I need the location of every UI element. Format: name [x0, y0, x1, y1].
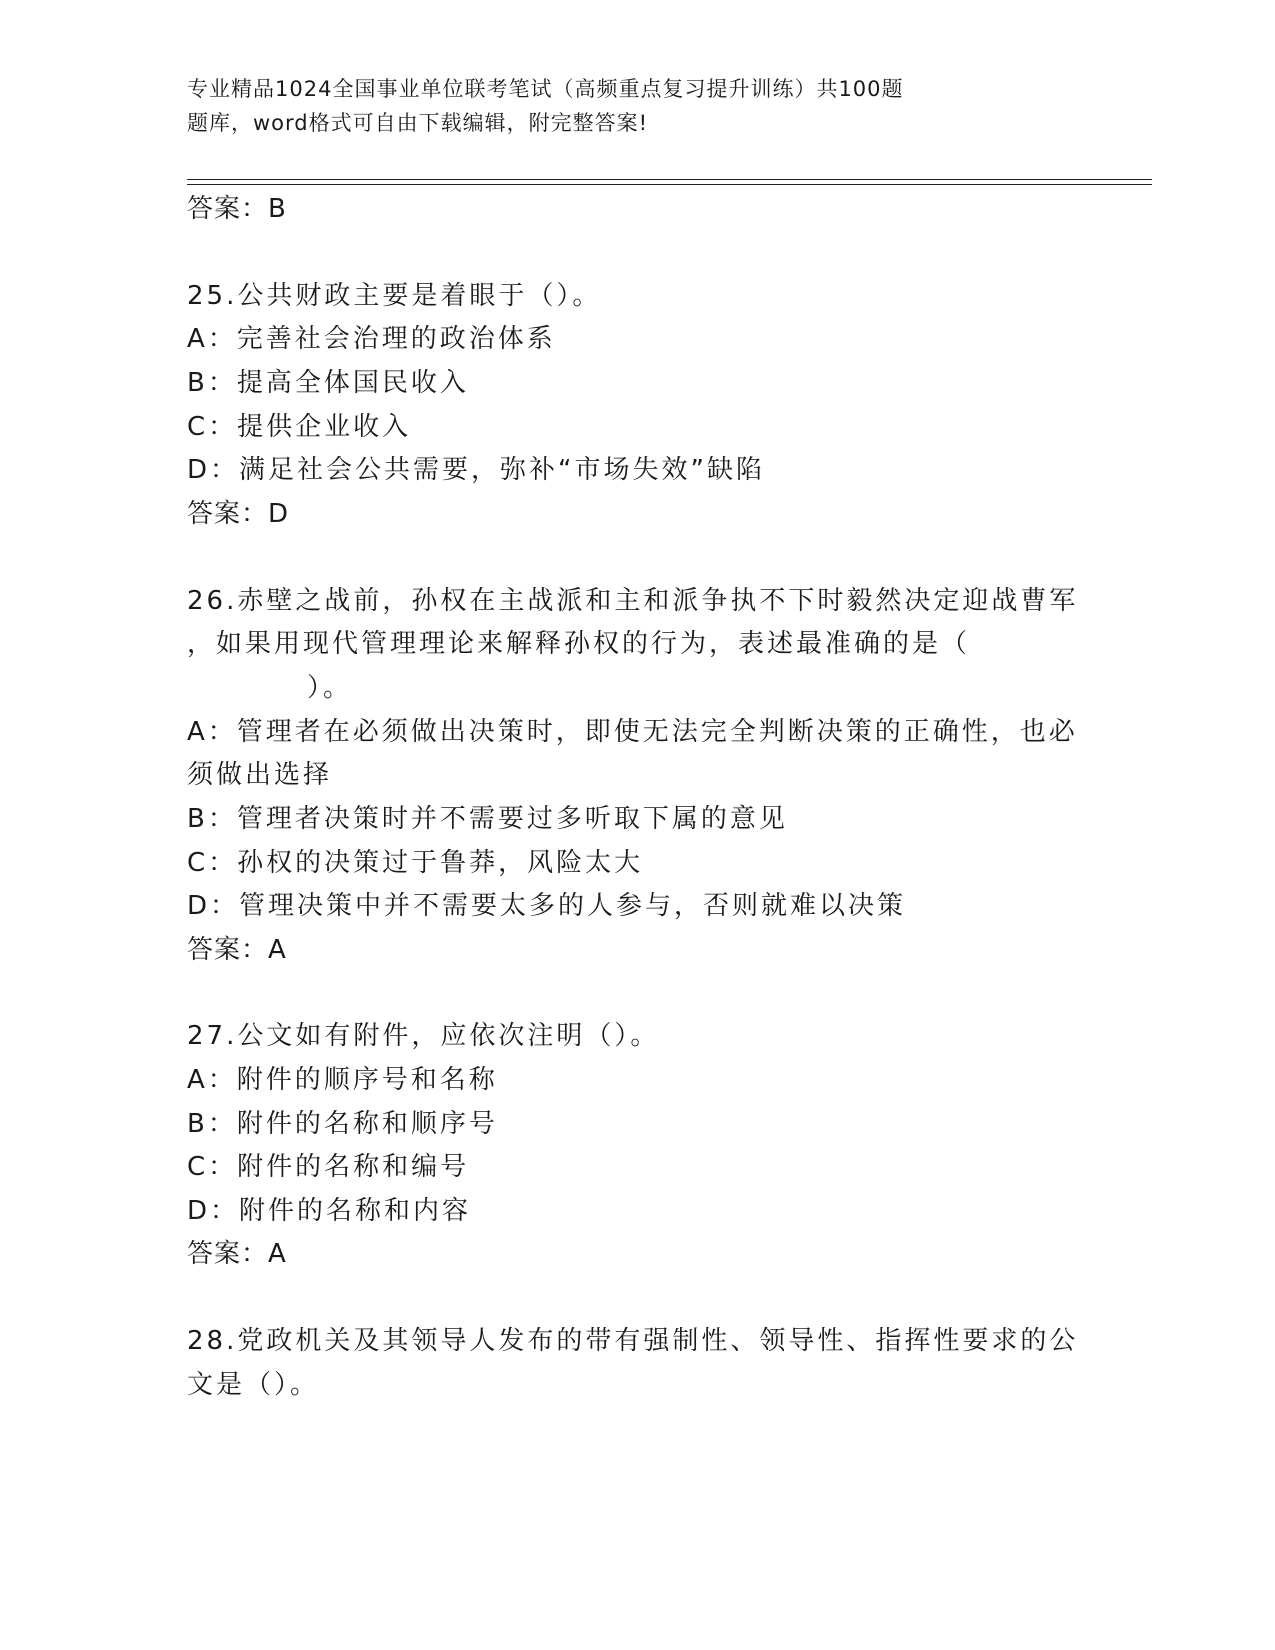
document-header [187, 72, 1047, 140]
question-26-option-b: B：管理者决策时并不需要过多听取下属的意见 [187, 804, 788, 834]
question-27-option-b: B：附件的名称和顺序号 [187, 1109, 498, 1139]
question-25-option-c: C：提供企业收入 [187, 412, 412, 442]
question-28-stem-line-2: 文是（）。 [187, 1370, 320, 1400]
question-27-option-c: C：附件的名称和编号 [187, 1152, 470, 1182]
question-26-stem-line-1: 26.赤壁之战前，孙权在主战派和主和派争执不下时毅然决定迎战曹军 [187, 586, 1079, 616]
question-27-stem: 27.公文如有附件，应依次注明（）。 [187, 1021, 660, 1051]
question-27-option-d: D：附件的名称和内容 [187, 1196, 472, 1226]
header-line-1: 专业精品1024全国事业单位联考笔试（高频重点复习提升训练）共100题 [187, 77, 904, 101]
question-27-option-a: A：附件的顺序号和名称 [187, 1065, 498, 1095]
question-25-stem: 25.公共财政主要是着眼于（）。 [187, 281, 602, 311]
header-line-2: 题库，word格式可自由下载编辑，附完整答案! [187, 111, 649, 135]
answer-26: 答案：A [187, 935, 287, 965]
answer-25: 答案：D [187, 499, 290, 529]
question-26-option-c: C：孙权的决策过于鲁莽，风险太大 [187, 848, 644, 878]
question-26-option-a-line-2: 须做出选择 [187, 760, 333, 790]
question-26-option-a-line-1: A：管理者在必须做出决策时，即使无法完全判断决策的正确性，也必 [187, 717, 1078, 747]
question-28-stem-line-1: 28.党政机关及其领导人发布的带有强制性、领导性、指挥性要求的公 [187, 1326, 1079, 1356]
question-26-stem-line-2: ，如果用现代管理理论来解释孙权的行为，表述最准确的是（ [187, 629, 971, 659]
answer-27: 答案：A [187, 1239, 287, 1269]
question-25-option-a: A：完善社会治理的政治体系 [187, 324, 556, 354]
header-divider-bottom [187, 184, 1152, 185]
question-25-option-d: D：满足社会公共需要，弥补“市场失效”缺陷 [187, 455, 765, 485]
header-divider-top [187, 179, 1152, 180]
answer-24: 答案：B [187, 194, 287, 224]
question-26-stem-line-3: ）。 [307, 673, 353, 703]
question-26-option-d: D：管理决策中并不需要太多的人参与，否则就难以决策 [187, 891, 907, 921]
question-25-option-b: B：提高全体国民收入 [187, 368, 469, 398]
